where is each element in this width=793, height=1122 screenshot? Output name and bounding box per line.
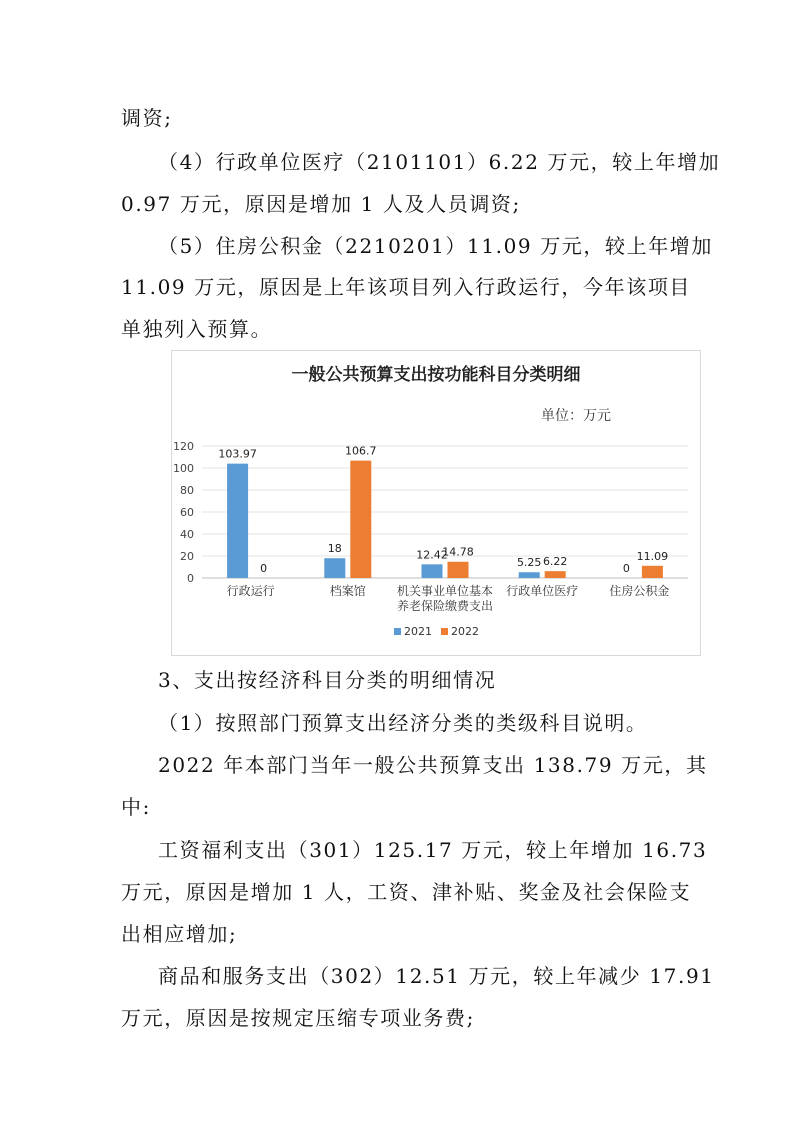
bar-2022 [642,566,663,578]
paragraph-line: （4）行政单位医疗（2101101）6.22 万元，较上年增加 [158,150,721,174]
paragraph-line: 2022 年本部门当年一般公共预算支出 138.79 万元，其 [158,753,708,777]
y-tick-label: 40 [180,528,194,541]
y-tick-label: 0 [187,572,194,585]
paragraph-line: 调资; [121,106,173,130]
legend-swatch [394,628,401,635]
bar-2021 [227,464,248,578]
paragraph-line: 中: [121,795,151,819]
data-label: 0 [260,562,268,575]
data-label: 11.09 [636,549,669,563]
paragraph-line: 11.09 万元，原因是上年该项目列入行政运行，今年该项目 [121,275,692,299]
paragraph-line: （1）按照部门预算支出经济分类的类级科目说明。 [158,711,648,735]
chart-title: 一般公共预算支出按功能科目分类明细 [291,365,581,385]
y-tick-label: 100 [173,462,194,475]
category-label: 养老保险缴费支出 [396,599,494,613]
data-label: 0 [622,562,630,575]
data-label: 6.22 [542,555,568,569]
paragraph-line: （5）住房公积金（2210201）11.09 万元，较上年增加 [158,234,714,258]
chart-plot [172,351,700,655]
category-label: 档案馆 [329,584,366,598]
y-tick-label: 80 [180,484,194,497]
section-heading: 3、支出按经济科目分类的明细情况 [158,668,497,692]
data-label: 106.7 [345,444,377,458]
category-label: 机关事业单位基本 [396,584,494,598]
y-tick-label: 120 [173,440,194,453]
paragraph-line: 商品和服务支出（302）12.51 万元，较上年减少 17.91 [158,964,715,988]
data-label: 18 [327,542,342,556]
legend-swatch [441,628,448,635]
legend-label: 2021 [404,625,432,638]
legend-label: 2022 [451,625,479,638]
paragraph-line: 出相应增加; [121,922,238,946]
chart-unit-label: 单位：万元 [541,408,611,424]
data-label: 103.97 [218,447,257,461]
bar-2021 [422,564,443,578]
bar-2022 [350,461,371,578]
category-label: 行政运行 [226,584,275,598]
paragraph-line: 万元，原因是增加 1 人，工资、津补贴、奖金及社会保险支 [121,880,692,904]
paragraph-line: 工资福利支出（301）125.17 万元，较上年增加 16.73 [158,838,708,862]
data-label: 5.25 [516,556,542,570]
paragraph-line: 万元，原因是按规定压缩专项业务费; [121,1006,475,1030]
bar-2021 [519,572,540,578]
bar-2022 [545,571,566,578]
bar-2021 [324,558,345,578]
category-label: 行政单位医疗 [506,584,579,598]
y-tick-label: 20 [180,550,194,563]
category-label: 住房公积金 [609,584,670,598]
data-label: 14.78 [442,545,474,559]
data-label: 12.42 [416,548,448,562]
paragraph-line: 0.97 万元，原因是增加 1 人及人员调资; [121,192,521,216]
bar-2022 [448,562,469,578]
function-expense-chart [171,350,701,656]
paragraph-line: 单独列入预算。 [121,317,273,341]
y-tick-label: 60 [180,506,194,519]
